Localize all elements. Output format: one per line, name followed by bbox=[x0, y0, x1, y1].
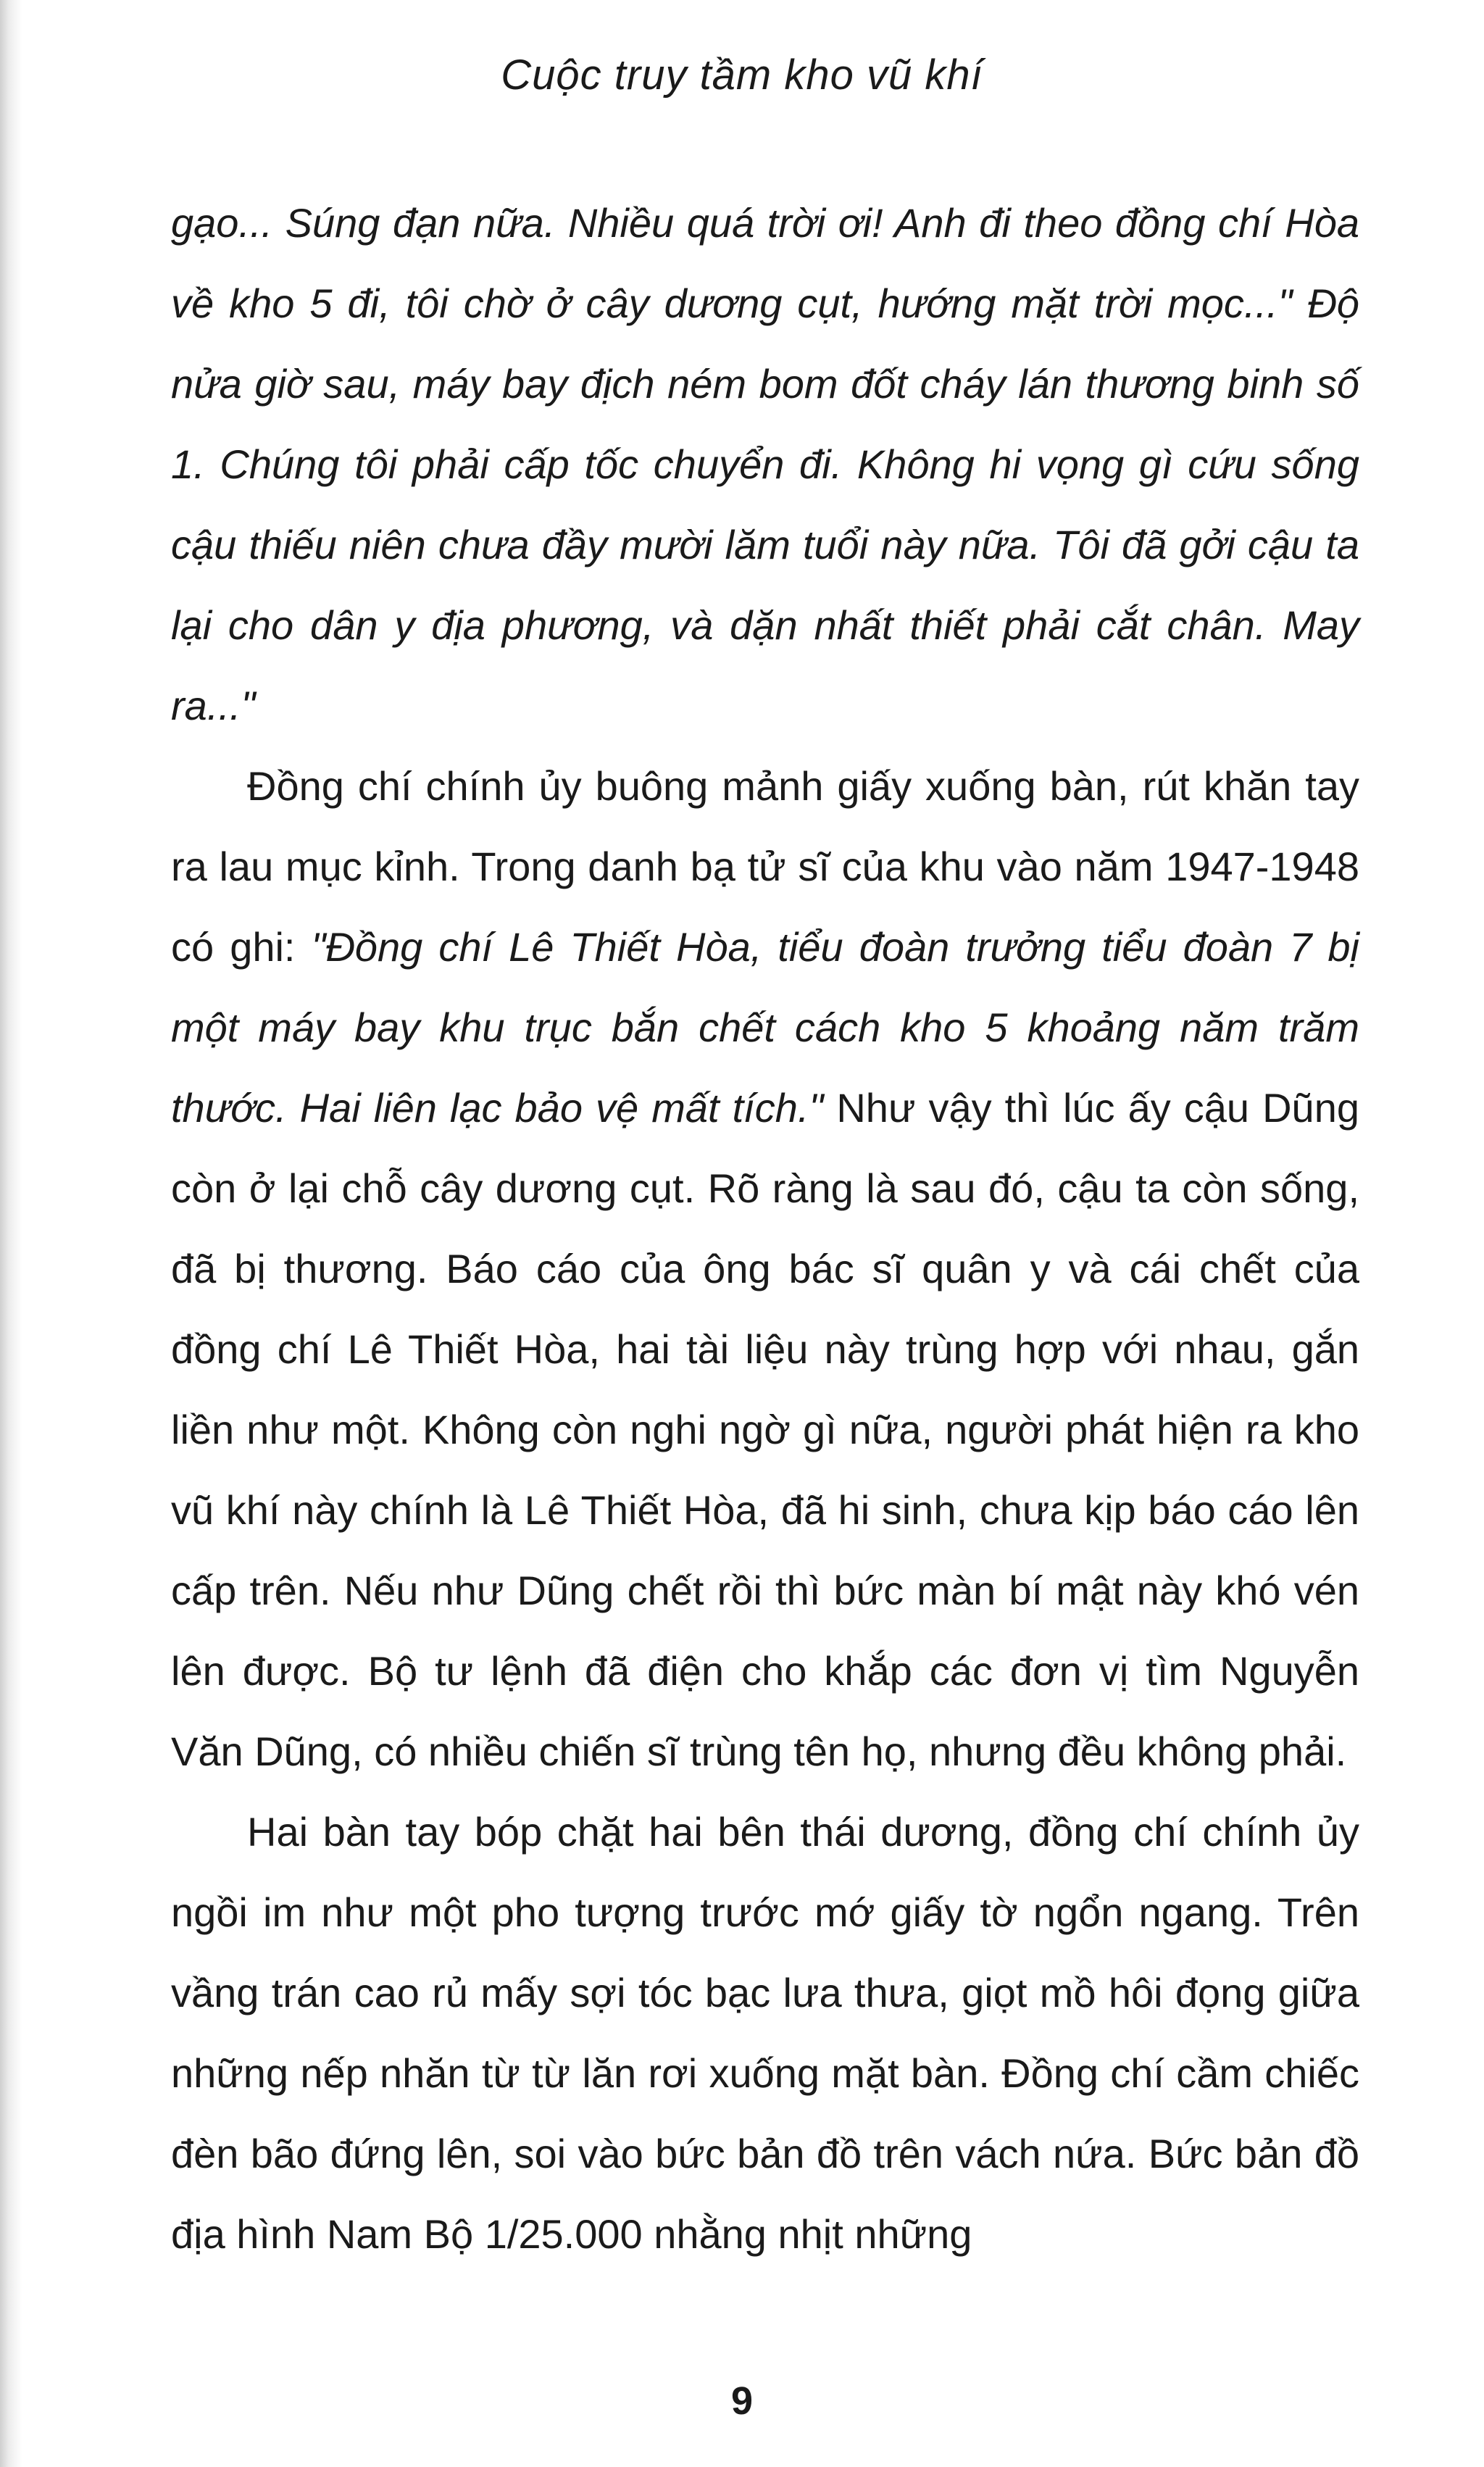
body-text bbox=[171, 183, 1359, 2274]
paragraph-2-quote: "Đồng chí Lê Thiết Hòa, tiểu đoàn trưởng tiểu đoàn 7 bị một máy bay khu trục bắn chết cách kho 5 khoảng năm trăm thước. Hai liên lạc bảo vệ mất tích." bbox=[171, 924, 1359, 1131]
paragraph-3: Hai bàn tay bóp chặt hai bên thái dương, đồng chí chính ủy ngồi im như một pho tượng trước mớ giấy tờ ngổn ngang. Trên vầng trán cao rủ mấy sợi tóc bạc lưa thưa, giọt mồ hôi đọng giữa những nếp nhăn từ từ lăn rơi xuống mặt bàn. Đồng chí cầm chiếc đèn bão đứng lên, soi vào bức bản đồ trên vách nứa. Bức bản đồ địa hình Nam Bộ 1/25.000 nhằng nhịt những bbox=[171, 1809, 1359, 2257]
paragraph-1: gạo... Súng đạn nữa. Nhiều quá trời ơi! Anh đi theo đồng chí Hòa về kho 5 đi, tôi chờ ở cây dương cụt, hướng mặt trời mọc..." Độ nửa giờ sau, máy bay địch ném bom đốt cháy lán thương binh số 1. Chúng tôi phải cấp tốc chuyển đi. Không hi vọng gì cứu sống cậu thiếu niên chưa đầy mười lăm tuổi này nữa. Tôi đã gởi cậu ta lại cho dân y địa phương, và dặn nhất thiết phải cắt chân. May ra..." bbox=[171, 200, 1359, 728]
paragraph-2 bbox=[171, 746, 1359, 1792]
page-number: 9 bbox=[730, 2379, 754, 2423]
paragraph-2-end: Như vậy thì lúc ấy cậu Dũng còn ở lại chỗ cây dương cụt. Rõ ràng là sau đó, cậu ta còn sống, đã bị thương. Báo cáo của ông bác sĩ quân y và cái chết của đồng chí Lê Thiết Hòa, hai tài liệu này trùng hợp với nhau, gắn liền như một. Không còn nghi ngờ gì nữa, người phát hiện ra kho vũ khí này chính là Lê Thiết Hòa, đã hi sinh, chưa kịp báo cáo lên cấp trên. Nếu như Dũng chết rồi thì bức màn bí mật này khó vén lên được. Bộ tư lệnh đã điện cho khắp các đơn vị tìm Nguyễn Văn Dũng, có nhiều chiến sĩ trùng tên họ, nhưng đều không phải. bbox=[171, 1085, 1359, 1774]
running-head: Cuộc truy tầm kho vũ khí bbox=[501, 51, 983, 99]
paragraph-2-start: Đồng chí chính ủy buông mảnh giấy xuống bàn, rút khăn tay ra lau mục kỉnh. Trong danh bạ tử sĩ của khu vào năm 1947-1948 có ghi: bbox=[171, 763, 1359, 970]
page-edge bbox=[0, 0, 22, 2467]
